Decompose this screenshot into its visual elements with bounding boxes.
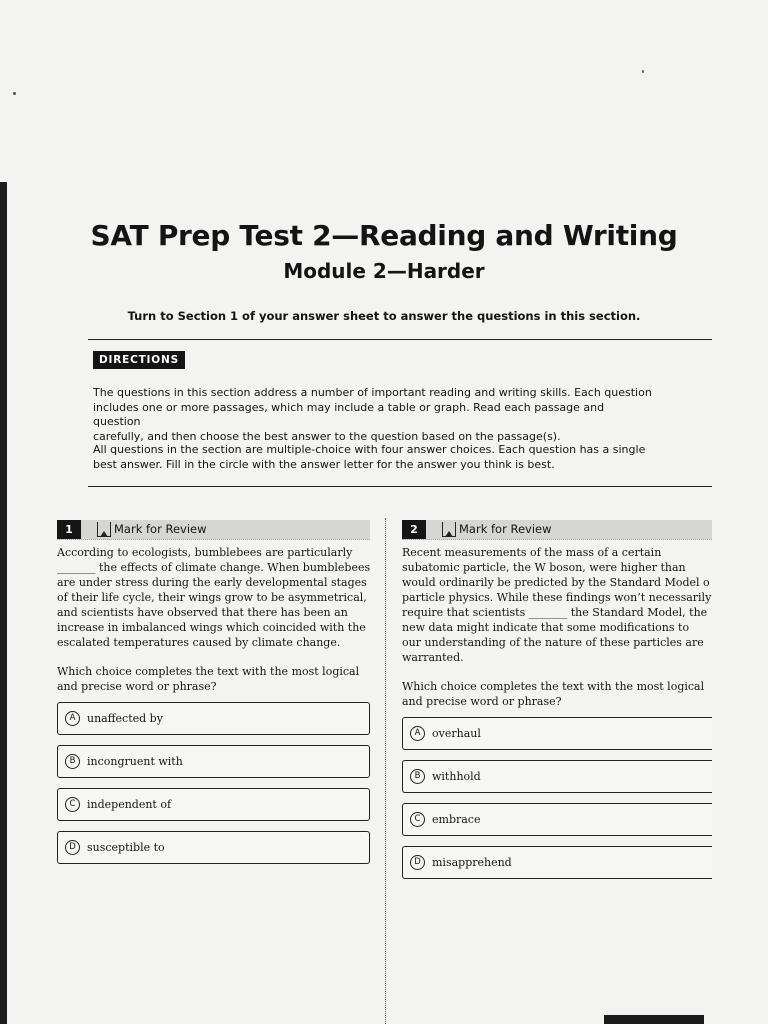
choice-text: overhaul: [432, 727, 481, 740]
scan-speck: [13, 92, 16, 95]
directions-line: The questions in this section address a number of important reading and writing skills. Each question: [93, 386, 652, 399]
page-title: SAT Prep Test 2—Reading and Writing: [90, 219, 678, 252]
q2-choice-b[interactable]: [402, 760, 712, 793]
section-instruction: Turn to Section 1 of your answer sheet to answer the questions in this section.: [127, 309, 641, 323]
directions-paragraph-1: [93, 386, 653, 444]
choice-text: embrace: [432, 813, 481, 826]
choice-letter-circle: C: [65, 797, 80, 812]
question-1-prompt: [57, 664, 359, 694]
passage-line: increase in imbalanced wings which coincided with the: [57, 621, 366, 634]
directions-paragraph-2: [93, 443, 653, 472]
question-number: 2: [402, 520, 426, 539]
q2-choice-a[interactable]: [402, 717, 712, 750]
column-divider: [385, 518, 386, 1024]
prompt-line: and precise word or phrase?: [57, 680, 217, 693]
passage-line: _______ the effects of climate change. When bumblebees: [57, 561, 371, 574]
passage-line: new data might indicate that some modifications to: [402, 621, 690, 634]
q2-choice-d[interactable]: [402, 846, 712, 879]
choice-text: incongruent with: [87, 755, 183, 768]
prompt-line: Which choice completes the text with the most logical: [402, 680, 705, 693]
mark-for-review-button[interactable]: Mark for Review: [114, 522, 207, 536]
choice-text: unaffected by: [87, 712, 163, 725]
prompt-line: and precise word or phrase?: [402, 695, 562, 708]
choice-letter-circle: A: [410, 726, 425, 741]
q1-choice-d[interactable]: [57, 831, 370, 864]
choice-letter-circle: B: [65, 754, 80, 769]
prompt-line: Which choice completes the text with the most logical: [57, 665, 360, 678]
passage-line: particle physics. While these findings won’t necessarily: [402, 591, 712, 604]
question-2-passage: [402, 545, 712, 665]
passage-line: are under stress during the early developmental stages: [57, 576, 367, 589]
choice-text: susceptible to: [87, 841, 165, 854]
choice-letter-circle: D: [65, 840, 80, 855]
directions-line: best answer. Fill in the circle with the answer letter for the answer you think is best.: [93, 457, 555, 471]
passage-line: According to ecologists, bumblebees are particularly: [57, 546, 353, 559]
bookmark-icon[interactable]: [442, 522, 456, 537]
passage-line: escalated temperatures caused by climate change.: [57, 636, 341, 649]
directions-label: DIRECTIONS: [93, 351, 185, 369]
q2-choice-c[interactable]: [402, 803, 712, 836]
page-subtitle: Module 2—Harder: [283, 259, 485, 283]
directions-line: carefully, and then choose the best answer to the question based on the passage(s).: [93, 429, 561, 443]
bookmark-icon[interactable]: [97, 522, 111, 537]
question-number: 1: [57, 520, 81, 539]
choice-letter-circle: B: [410, 769, 425, 784]
passage-line: Recent measurements of the mass of a certain: [402, 546, 662, 559]
scan-speck: [642, 70, 644, 73]
q1-choice-c[interactable]: [57, 788, 370, 821]
choice-text: misapprehend: [432, 856, 512, 869]
question-2-header: [402, 520, 712, 540]
top-rule: [88, 339, 712, 340]
passage-line: would ordinarily be predicted by the Standard Model o: [402, 576, 710, 589]
directions-line: All questions in the section are multiple-choice with four answer choices. Each question has a single: [93, 443, 646, 456]
choice-text: independent of: [87, 798, 172, 811]
choice-letter-circle: A: [65, 711, 80, 726]
choice-letter-circle: D: [410, 855, 425, 870]
mark-for-review-button[interactable]: Mark for Review: [459, 522, 552, 536]
passage-line: require that scientists _______ the Standard Model, the: [402, 606, 708, 619]
passage-line: warranted.: [402, 651, 464, 664]
question-2-prompt: [402, 679, 704, 709]
passage-line: and scientists have observed that there has been an: [57, 606, 348, 619]
passage-line: subatomic particle, the W boson, were higher than: [402, 561, 686, 574]
choice-letter-circle: C: [410, 812, 425, 827]
q1-choice-b[interactable]: [57, 745, 370, 778]
bottom-rule: [88, 486, 712, 487]
passage-line: of their life cycle, their wings grow to be asymmetrical,: [57, 591, 367, 604]
continue-arrow-icon: [604, 1015, 704, 1024]
question-1-passage: [57, 545, 377, 650]
choice-text: withhold: [432, 770, 481, 783]
passage-line: our understanding of the nature of these particles are: [402, 636, 704, 649]
q1-choice-a[interactable]: [57, 702, 370, 735]
question-1-header: [57, 520, 370, 540]
directions-line: includes one or more passages, which may include a table or graph. Read each passage and question: [93, 400, 605, 428]
